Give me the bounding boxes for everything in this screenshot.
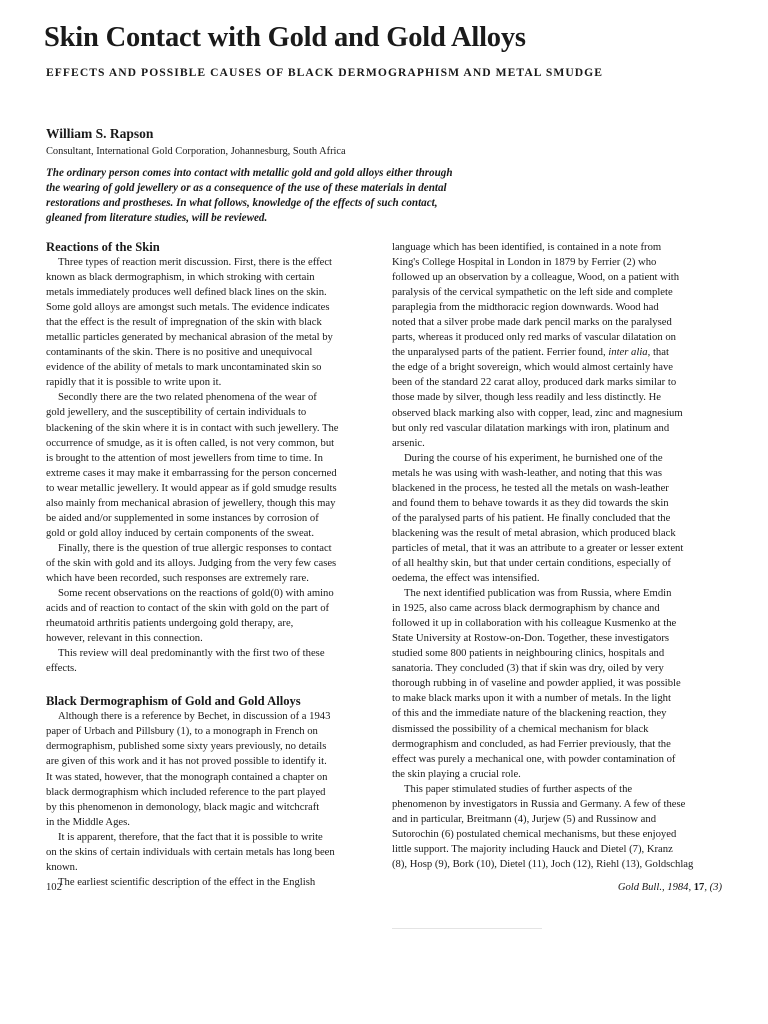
text-line: acids and of reaction to contact of the skin with gold on the part of [46,603,330,615]
author-name: William S. Rapson [46,126,154,141]
text-line: in the Middle Ages. [46,816,130,828]
text-line: It is apparent, therefore, that the fact that it is possible to write [58,831,323,843]
abstract [46,166,506,226]
text-line: particles of metal, that it was an attribute to a greater or lesser extent [392,542,684,554]
text-line: dismissed the possibility of a chemical mechanism for black [392,723,649,735]
text-line: (8), Hosp (9), Bork (10), Dietel (11), Joch (12), Riehl (13), Goldschlag [392,858,694,870]
paragraph [392,586,726,782]
text-line: contaminants of the skin. There is no positive and unequivocal [46,347,313,359]
text-line: blackening of the skin where it is in contact with such jewellery. The [46,422,339,434]
text-line: and in particular, Breitmann (4), Jurjew (5) and Russinow and [392,813,657,825]
text-line: arsenic. [392,437,425,449]
text-line: of all healthy skin, but that under certain conditions, especially of [392,557,671,569]
text-run: the unparalysed parts of the patient. Ferrier found, [392,347,609,359]
text-line: phenomenon by investigators in Russia and Germany. A few of these [392,798,686,810]
text-line: be aided and/or supplemented in some instances by corrosion of [46,512,319,524]
text-line: Secondly there are the two related phenomena of the wear of [58,392,317,404]
article-subtitle: EFFECTS AND POSSIBLE CAUSES OF BLACK DERMOGRAPHISM AND METAL SMUDGE [46,66,604,79]
text-line: on the skins of certain individuals with certain metals has long been [46,846,335,858]
text-line: little support. The majority including Hauck and Dietel (7), Kranz [392,843,673,855]
text-line: is brought to the attention of most jewellers from time to time. In [46,452,323,464]
text-line: of this and the immediate nature of the blackening reaction, they [392,708,667,720]
text-line: During the course of his experiment, he burnished one of the [404,452,663,464]
text-line: Three types of reaction merit discussion. First, there is the effect [58,257,333,268]
text-line: State University at Rostow-on-Don. Together, these investigators [392,633,670,645]
text-line: studied some 800 patients in neighbouring clinics, hospitals and [392,648,665,660]
abstract-line: The ordinary person comes into contact with metallic gold and gold alloys either through [46,167,453,179]
paragraph [46,541,380,586]
paragraph [46,709,380,829]
page-rule [392,928,542,929]
text-line: This review will deal predominantly with the first two of these [58,648,325,660]
paragraph [46,830,380,875]
text-line: by this phenomenon in demonology, black magic and witchcraft [46,801,320,813]
text-line: evidence of the ability of metals to mark uncontaminated skin so [46,362,322,374]
text-line: metals he was using with wash-leather, and noting that this was [392,467,662,479]
paragraph [392,240,726,451]
text-line: to wear metallic jewellery. It would appear as if gold smudge results [46,482,337,494]
text-line: known as black dermographism, in which stroking with certain [46,272,315,284]
text-line: rheumatoid arthritis patients undergoing gold therapy, are, [46,618,294,630]
text-line: known. [46,861,78,873]
left-column [46,240,380,890]
text-line: dermographism, published some sixty years previously, no details [46,741,327,753]
text-line: are given of this work and it has not proved possible to identify it. [46,756,327,768]
paragraph [46,255,380,390]
text-run: that [650,347,669,359]
text-line: followed it up in collaboration with his colleague Kusmenko at the [392,618,677,630]
text-line: gold jewellery, and the susceptibility of certain individuals to [46,407,307,419]
journal-citation [618,882,722,893]
text-line: of the skin with gold and its alloys. Judging from the very few cases [46,557,337,569]
text-line [392,345,726,360]
text-line: It was stated, however, that the monograph contained a chapter on [46,771,328,783]
text-line: however, relevant in this connection. [46,633,203,645]
text-line: noted that a silver probe made dark pencil marks on the paralysed [392,317,672,329]
text-line: gold or gold alloy induced by certain components of the sweat. [46,527,315,539]
text-line: Some recent observations on the reactions of gold(0) with amino [58,588,334,600]
text-line: This paper stimulated studies of further aspects of the [404,783,633,795]
journal-year: , 1984, [661,882,694,893]
text-line: paralysis of the cervical sympathetic on the left side and complete [392,287,673,299]
text-line: King's College Hospital in London in 1879 by Ferrier (2) who [392,257,657,269]
abstract-line: gleaned from literature studies, will be reviewed. [46,212,268,224]
page-number: 102 [46,882,62,893]
section-heading-black-dermographism: Black Dermographism of Gold and Gold Alloys [46,694,301,709]
text-line: in 1925, also came across black dermographism by chance and [392,603,660,615]
author-affiliation: Consultant, International Gold Corporation, Johannesburg, South Africa [46,146,346,157]
section-heading-reactions: Reactions of the Skin [46,240,160,254]
text-line: language which has been identified, is contained in a note from [392,242,662,253]
text-line: rapidly that it is possible to write upon it. [46,377,222,389]
text-line: Sutorochin (6) postulated chemical mechanisms, but these enjoyed [392,828,677,840]
text-line: blackened in the process, he tested all the metals on wash-leather [392,482,669,494]
text-line: which have been recorded, such responses are extremely rare. [46,572,309,584]
paragraph [46,646,380,676]
text-line: of the paralysed parts of his patient. He finally concluded that the [392,512,671,524]
text-line: dermographism and concluded, as had Ferrier previously, that the [392,738,671,750]
text-line: but only red vascular dilatation markings with iron, platinum and [392,422,670,434]
text-line: the skin playing a crucial role. [392,768,521,780]
text-line: paraplegia from the midthoracic region downwards. Wood had [392,302,659,314]
paragraph [46,875,380,890]
text-line: blackening was the result of metal abrasion, which produced black [392,527,676,539]
paragraph [46,586,380,646]
paragraph [392,451,726,586]
text-line: Some gold alloys are amongst such metals. The evidence indicates [46,302,330,314]
text-line: effects. [46,663,77,675]
text-line: extreme cases it may make it embarrassing for the person concerned [46,467,337,479]
text-line: been of the standard 22 carat alloy, produced dark marks similar to [392,377,677,389]
text-line: followed up an observation by a colleague, Wood, on a patient with [392,272,680,284]
text-line: The next identified publication was from Russia, where Emdin [404,588,672,600]
journal-name: Gold Bull. [617,882,662,893]
paragraph [46,390,380,540]
text-line: thorough rubbing in of vaseline and powder applied, it was possible [392,678,681,690]
right-column [392,240,726,872]
abstract-line: the wearing of gold jewellery or as a consequence of the use of these materials in dental [46,182,447,194]
text-line: parts, whereas it produced only red marks of vascular dilatation on [392,332,676,344]
text-line: metals immediately produces well defined black lines on the skin. [46,287,327,299]
text-line: those made by silver, though less readily and less distinctly. He [392,392,661,404]
text-line: to make black marks upon it with a number of metals. In the light [392,693,671,705]
text-line: occurrence of smudge, as it is often called, is not very common, but [46,437,335,449]
text-line: effect was purely a mechanical one, with powder contamination of [392,753,676,765]
latin-phrase: inter alia, [608,347,651,359]
journal-issue: , (3) [704,882,722,893]
text-line: that the effect is the result of impregnation of the skin with black [46,317,322,329]
text-line: Finally, there is the question of true allergic responses to contact [58,542,332,554]
text-line: observed black marking also with copper, lead, zinc and magnesium [392,407,683,419]
text-line: oedema, the effect was intensified. [392,573,540,585]
text-line: also mainly from mechanical abrasion of jewellery, though this may [46,497,336,509]
text-line: metallic particles generated by mechanical abrasion of the metal by [46,332,333,344]
text-line: sanatoria. They concluded (3) that if skin was dry, oiled by very [392,663,664,675]
text-line: paper of Urbach and Pillsbury (1), to a monograph in French on [46,726,318,738]
text-line: black dermographism which included reference to the part played [46,786,326,798]
text-line: the edge of a bright sovereign, which would almost certainly have [392,362,674,374]
text-line: and found them to behave towards it as they did towards the skin [392,497,669,509]
paragraph [392,782,726,872]
abstract-line: restorations and prostheses. In what follows, knowledge of the effects of such contact, [46,197,438,209]
text-line: The earliest scientific description of the effect in the English [58,876,316,888]
journal-volume: 17 [693,882,705,893]
article-title: Skin Contact with Gold and Gold Alloys [44,22,526,53]
text-line: Although there is a reference by Bechet, in discussion of a 1943 [58,711,331,723]
